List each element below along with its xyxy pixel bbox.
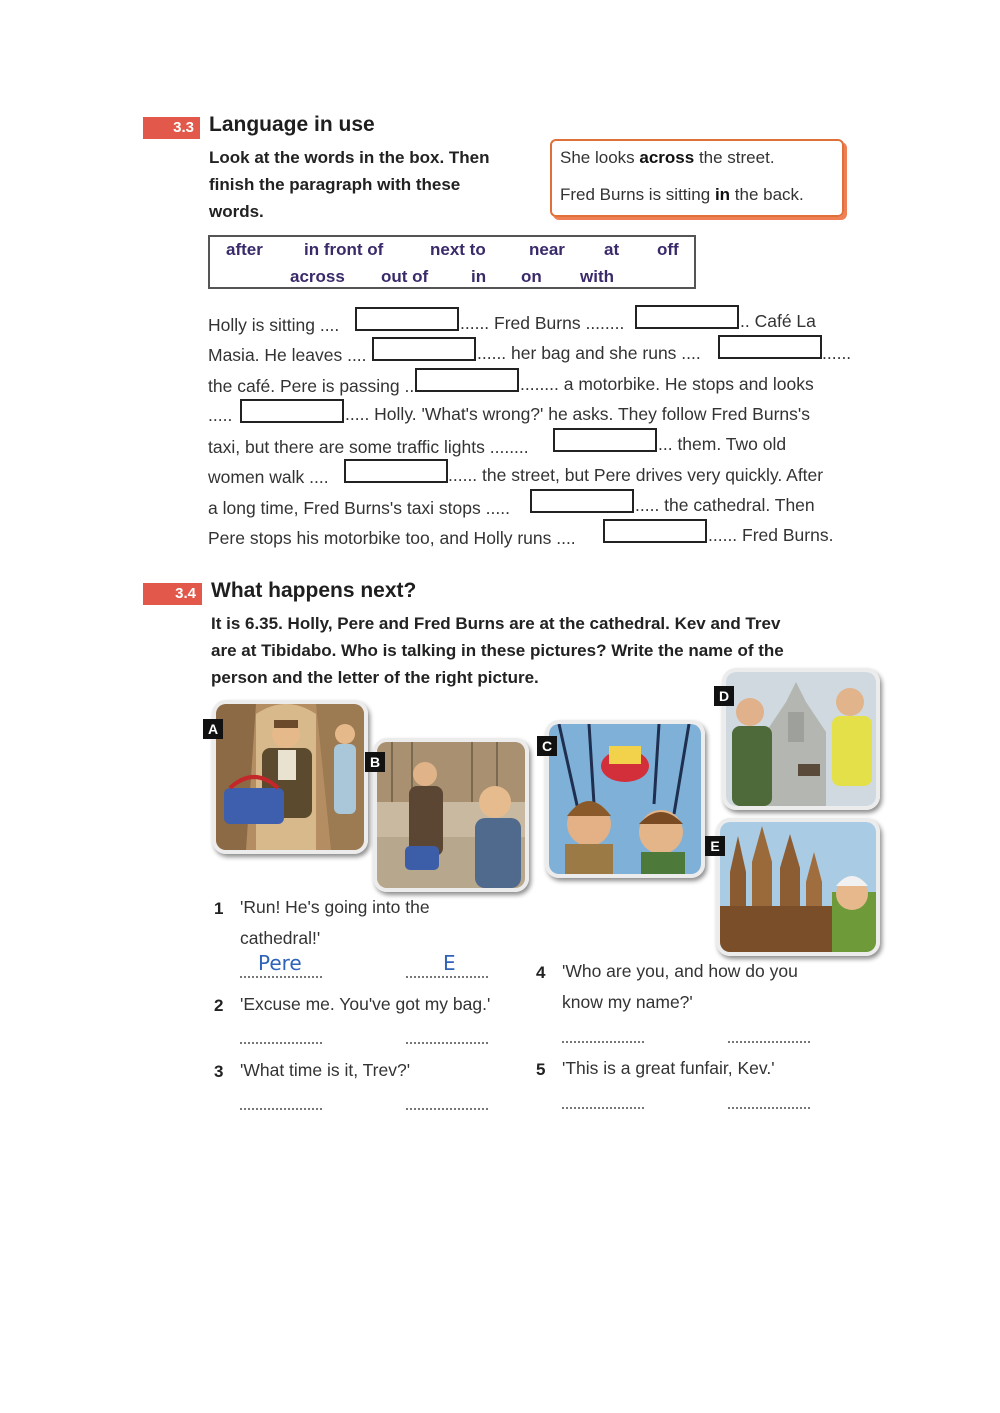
paragraph-text: ........ a motorbike. He stops and looks	[520, 374, 814, 394]
word-option: next to	[430, 240, 486, 259]
paragraph-text: Holly is sitting ....	[208, 315, 340, 335]
word-option: in front of	[304, 240, 384, 259]
paragraph-text: ...... her bag and she runs ....	[477, 343, 701, 363]
answer-letter-line[interactable]	[728, 1027, 810, 1043]
paragraph-text: women walk ....	[208, 467, 329, 487]
picture-label-d: D	[714, 686, 734, 706]
question-text: 'Run! He's going into the cathedral!'	[240, 897, 430, 948]
answer-blank-6[interactable]	[240, 399, 344, 423]
cathedral-steps-illustration	[377, 742, 525, 888]
section-number-badge: 3.4	[143, 583, 202, 605]
instructions: Look at the words in the box. Then finish the paragraph with these words.	[209, 148, 490, 221]
question-number: 4	[536, 963, 546, 982]
word-option: with	[580, 267, 614, 286]
picture-label-a: A	[203, 719, 223, 739]
paragraph-text: ..... the cathedral. Then	[635, 495, 815, 515]
sagrada-familia-illustration	[720, 822, 876, 952]
paragraph-text: ...... Fred Burns.	[708, 525, 834, 545]
paragraph-text: the café. Pere is passing ..	[208, 376, 415, 396]
answer-name-handwritten: Pere	[258, 951, 302, 975]
paragraph-text: ...... the street, but Pere drives very quickly. After	[448, 465, 824, 485]
word-option: in	[471, 267, 487, 286]
instructions: It is 6.35. Holly, Pere and Fred Burns are at the cathedral. Kev and Trev are at Tibidabo. Who is talking in these pictures? Write the name of the person and the letter of the right picture.	[211, 614, 784, 687]
funfair-wheel-illustration	[549, 724, 701, 874]
answer-blank-7[interactable]	[553, 428, 657, 452]
answer-letter-line[interactable]	[406, 1028, 488, 1044]
picture-label-e: E	[705, 836, 725, 856]
answer-name-line[interactable]	[240, 962, 322, 978]
word-option: near	[529, 240, 565, 259]
paragraph-text: ......	[822, 343, 852, 363]
paragraph-text: ...... Fred Burns ........	[460, 313, 625, 333]
paragraph-text: Pere stops his motorbike too, and Holly runs ....	[208, 528, 576, 548]
answer-blank-3[interactable]	[372, 337, 476, 361]
answer-blank-2[interactable]	[635, 305, 739, 329]
word-box	[208, 235, 696, 289]
question-text: 'This is a great funfair, Kev.'	[562, 1058, 775, 1078]
answer-name-line[interactable]	[240, 1094, 322, 1110]
word-option: across	[290, 267, 345, 286]
question-number: 1	[214, 899, 224, 918]
paragraph-text: taxi, but there are some traffic lights ........	[208, 437, 529, 457]
question-number: 5	[536, 1060, 546, 1079]
tibidabo-church-illustration	[726, 672, 876, 806]
answer-letter-handwritten: E	[443, 951, 456, 975]
question-text: 'Excuse me. You've got my bag.'	[240, 994, 491, 1014]
example-line-2: Fred Burns is sitting in the back.	[560, 185, 804, 204]
section-number-badge: 3.3	[143, 117, 200, 139]
answer-blank-10[interactable]	[603, 519, 707, 543]
question-number: 3	[214, 1062, 224, 1081]
answer-letter-line[interactable]	[406, 962, 488, 978]
section-title: What happens next?	[211, 579, 417, 602]
answer-blank-5[interactable]	[415, 368, 519, 392]
picture-e	[716, 818, 880, 956]
answer-blank-4[interactable]	[718, 335, 822, 359]
paragraph-text: ... them. Two old	[658, 434, 787, 454]
section-title: Language in use	[209, 113, 375, 136]
paragraph-text: .....	[208, 405, 233, 425]
picture-label-c: C	[537, 736, 557, 756]
example-box	[550, 139, 844, 217]
word-option: after	[226, 240, 263, 259]
word-option: off	[657, 240, 679, 259]
question-number: 2	[214, 996, 224, 1015]
answer-name-line[interactable]	[240, 1028, 322, 1044]
picture-a	[212, 700, 368, 854]
answer-name-line[interactable]	[562, 1027, 644, 1043]
answer-blank-9[interactable]	[530, 489, 634, 513]
picture-c	[545, 720, 705, 878]
answer-name-line[interactable]	[562, 1093, 644, 1109]
paragraph-text: a long time, Fred Burns's taxi stops .....	[208, 498, 510, 518]
answer-letter-line[interactable]	[406, 1094, 488, 1110]
word-option: out of	[381, 267, 429, 286]
word-option: at	[604, 240, 620, 259]
question-text: 'Who are you, and how do you know my name?'	[562, 961, 798, 1012]
paragraph-text: Masia. He leaves ....	[208, 345, 367, 365]
question-text: 'What time is it, Trev?'	[240, 1060, 411, 1080]
paragraph-text: ..... Holly. 'What's wrong?' he asks. They follow Fred Burns's	[345, 404, 810, 424]
example-line-1: She looks across the street.	[560, 148, 775, 167]
answer-letter-line[interactable]	[728, 1093, 810, 1109]
cathedral-interior-illustration	[216, 704, 364, 850]
paragraph-text: .. Café La	[740, 311, 816, 331]
word-option: on	[521, 267, 542, 286]
picture-label-b: B	[365, 752, 385, 772]
answer-blank-8[interactable]	[344, 459, 448, 483]
picture-d	[722, 668, 880, 810]
picture-b	[373, 738, 529, 892]
answer-blank-1[interactable]	[355, 307, 459, 331]
